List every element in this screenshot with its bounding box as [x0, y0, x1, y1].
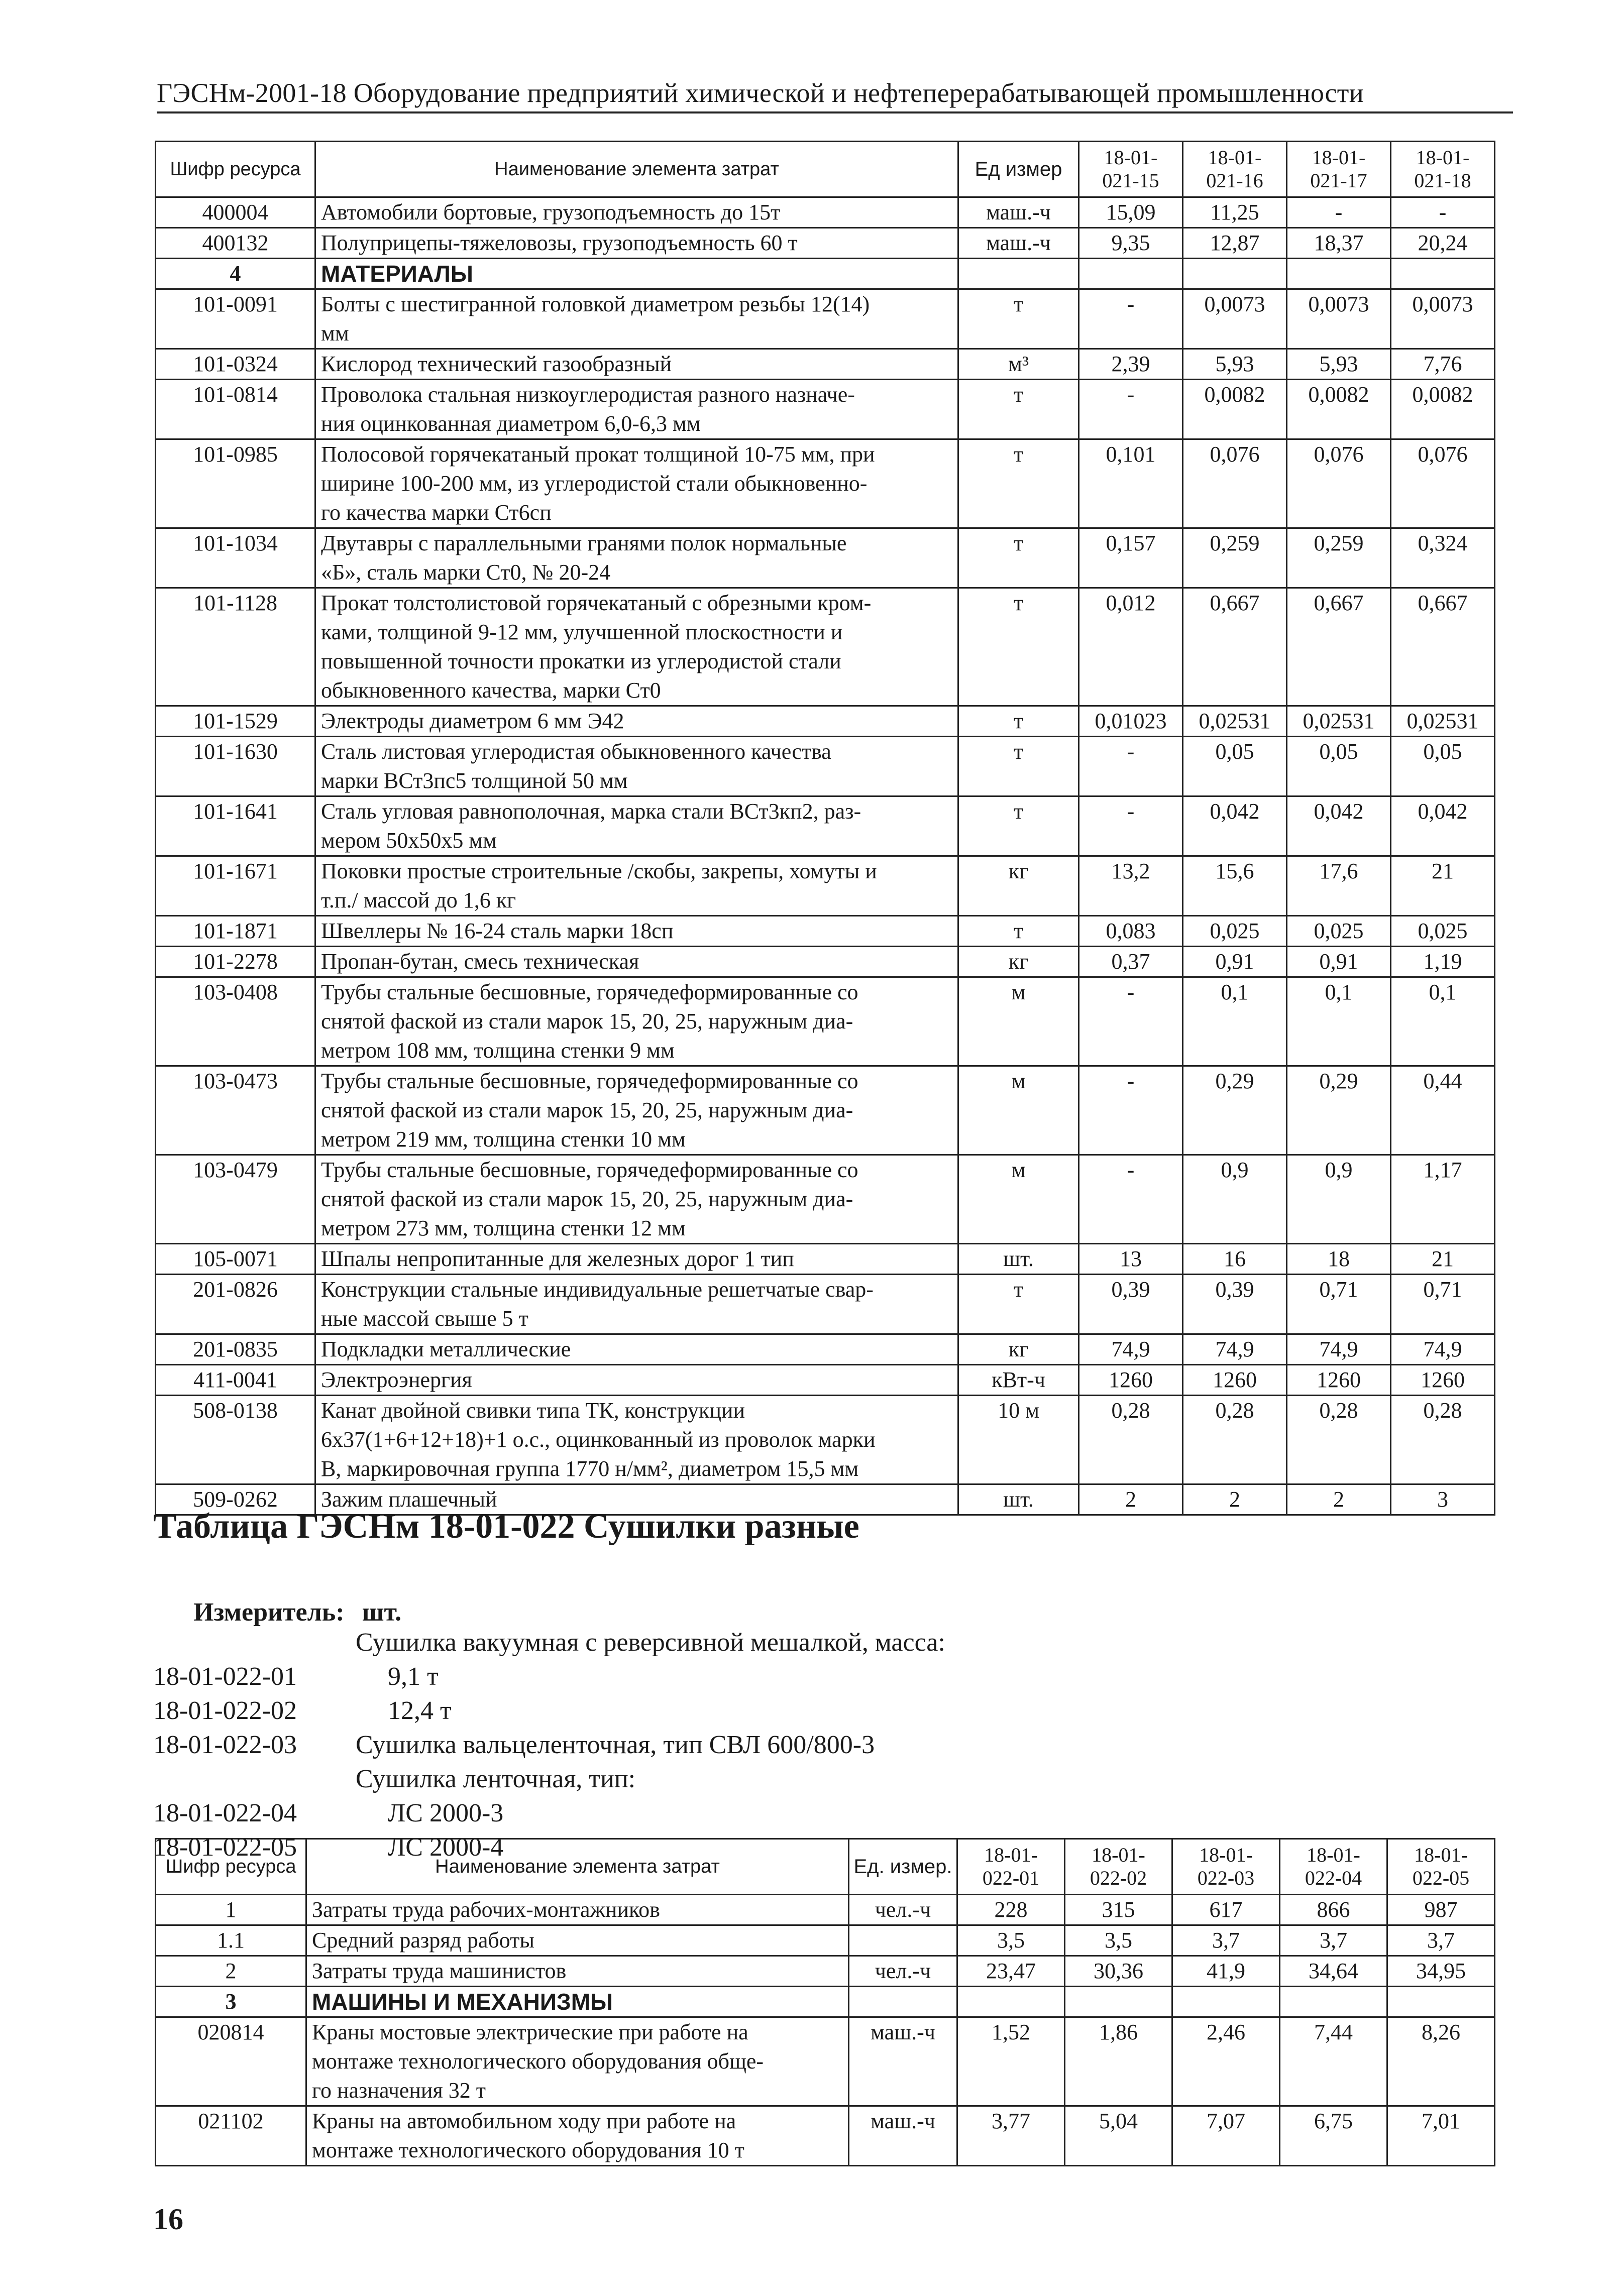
- resource-name: Двутавры с параллельными гранями полок нормальные «Б», сталь марки Ст0, № 20-24: [315, 528, 958, 588]
- table-row: [156, 796, 1495, 856]
- item-description: Сушилка вакуумная с реверсивной мешалкой, масса:: [356, 1628, 945, 1657]
- table-row: [156, 528, 1495, 588]
- resource-value-2: 0,39: [1183, 1275, 1287, 1334]
- resource-value-4: 1,17: [1391, 1155, 1495, 1244]
- meter-line: [193, 1596, 401, 1629]
- resource-name: Канат двойной свивки типа ТК, конструкции 6х37(1+6+12+18)+1 о.с., оцинкованный из проволок марки В, маркировочная группа 1770 н/мм², диаметром 15,5 мм: [315, 1396, 958, 1484]
- resource-value-3: 18: [1287, 1244, 1391, 1275]
- item-description: Сушилка ленточная, тип:: [356, 1765, 636, 1793]
- resource-value-3: 0,042: [1287, 796, 1391, 856]
- resource-value-2: 5,93: [1183, 349, 1287, 380]
- resource-value-1: 13,2: [1079, 856, 1183, 916]
- resource-value-3: 41,9: [1172, 1956, 1280, 1987]
- resource-unit: маш.-ч: [958, 228, 1079, 259]
- resource-value-2: 0,91: [1183, 947, 1287, 977]
- resource-value-1: 228: [957, 1895, 1065, 1925]
- resource-name: Болты с шестигранной головкой диаметром резьбы 12(14) мм: [315, 289, 958, 349]
- resource-name: Электроды диаметром 6 мм Э42: [315, 706, 958, 737]
- resource-unit: [958, 259, 1079, 289]
- resource-code: 4: [156, 259, 315, 289]
- resource-value-3: 0,259: [1287, 528, 1391, 588]
- resource-value-4: 0,44: [1391, 1066, 1495, 1155]
- item-code: 18-01-022-02: [153, 1696, 297, 1725]
- item-code: 18-01-022-01: [153, 1662, 297, 1691]
- resource-name: Краны на автомобильном ходу при работе на монтаже технологического оборудования 10 т: [306, 2106, 849, 2166]
- resource-value-4: [1280, 1987, 1387, 2017]
- resource-unit: [849, 1925, 957, 1956]
- resource-value-1: 0,083: [1079, 916, 1183, 947]
- resource-value-1: 0,39: [1079, 1275, 1183, 1334]
- resource-value-4: 0,71: [1391, 1275, 1495, 1334]
- resource-code: 101-1641: [156, 796, 315, 856]
- table-row: [156, 1925, 1495, 1956]
- table-header-row: [156, 142, 1495, 197]
- column-header-022-01: 18-01- 022-01: [957, 1839, 1065, 1895]
- table-row: [156, 588, 1495, 706]
- resource-value-4: 21: [1391, 1244, 1495, 1275]
- resource-value-3: 2,46: [1172, 2017, 1280, 2106]
- column-header-021-17: 18-01- 021-17: [1287, 142, 1391, 197]
- resource-name: Краны мостовые электрические при работе на монтаже технологического оборудования обще- го назначения 32 т: [306, 2017, 849, 2106]
- column-header-021-15: 18-01- 021-15: [1079, 142, 1183, 197]
- resource-value-2: 0,042: [1183, 796, 1287, 856]
- item-description: 9,1 т: [388, 1662, 439, 1691]
- resource-name: Трубы стальные бесшовные, горячедеформированные со снятой фаской из стали марок 15, 20, 25, наружным диа- метром 219 мм, толщина стенки 10 мм: [315, 1066, 958, 1155]
- resource-unit: чел.-ч: [849, 1956, 957, 1987]
- resource-name: Затраты труда рабочих-монтажников: [306, 1895, 849, 1925]
- resource-value-2: 0,025: [1183, 916, 1287, 947]
- resource-value-1: 2,39: [1079, 349, 1183, 380]
- resource-value-2: 1260: [1183, 1365, 1287, 1396]
- resource-value-3: -: [1287, 197, 1391, 228]
- resource-value-1: 13: [1079, 1244, 1183, 1275]
- resource-unit: т: [958, 737, 1079, 796]
- resource-code: 509-0262: [156, 1484, 315, 1515]
- resource-value-5: 8,26: [1387, 2017, 1495, 2106]
- resource-code: 101-1671: [156, 856, 315, 916]
- resource-code: 101-0985: [156, 439, 315, 528]
- table-header-row: [156, 1839, 1495, 1895]
- resource-unit: т: [958, 439, 1079, 528]
- table-row: [156, 1275, 1495, 1334]
- resource-name: Шпалы непропитанные для железных дорог 1 тип: [315, 1244, 958, 1275]
- resource-value-2: [1065, 1987, 1172, 2017]
- resource-value-4: 6,75: [1280, 2106, 1387, 2166]
- resource-code: 400132: [156, 228, 315, 259]
- resource-value-1: -: [1079, 1066, 1183, 1155]
- column-header-code: Шифр ресурса: [156, 142, 315, 197]
- section-row: [156, 259, 1495, 289]
- resource-name: Сталь листовая углеродистая обыкновенного качества марки ВСт3пс5 толщиной 50 мм: [315, 737, 958, 796]
- resource-name: Кислород технический газообразный: [315, 349, 958, 380]
- section-row: [156, 1987, 1495, 2017]
- column-header-unit: Ед. измер.: [849, 1839, 957, 1895]
- header-rule: [157, 111, 1513, 113]
- resource-value-2: [1183, 259, 1287, 289]
- resource-name: Средний разряд работы: [306, 1925, 849, 1956]
- resource-code: 101-0814: [156, 380, 315, 439]
- resource-unit: т: [958, 916, 1079, 947]
- resource-value-2: 74,9: [1183, 1334, 1287, 1365]
- resource-code: 3: [156, 1987, 306, 2017]
- resource-name: Полуприцепы-тяжеловозы, грузоподъемность 60 т: [315, 228, 958, 259]
- resource-unit: т: [958, 528, 1079, 588]
- resource-value-1: 0,28: [1079, 1396, 1183, 1484]
- table-row: [156, 439, 1495, 528]
- resource-unit: т: [958, 706, 1079, 737]
- page-number: 16: [153, 2203, 183, 2236]
- resource-unit: чел.-ч: [849, 1895, 957, 1925]
- resource-value-1: 3,5: [957, 1925, 1065, 1956]
- resource-value-3: 0,076: [1287, 439, 1391, 528]
- running-header: ГЭСНм-2001-18 Оборудование предприятий химической и нефтеперерабатывающей промышленности: [157, 78, 1364, 108]
- resource-value-2: 2: [1183, 1484, 1287, 1515]
- resource-name: Швеллеры № 16-24 сталь марки 18сп: [315, 916, 958, 947]
- resource-code: 400004: [156, 197, 315, 228]
- table-row: [156, 916, 1495, 947]
- resource-value-2: 0,9: [1183, 1155, 1287, 1244]
- resource-name: Трубы стальные бесшовные, горячедеформированные со снятой фаской из стали марок 15, 20, 25, наружным диа- метром 273 мм, толщина стенки 12 мм: [315, 1155, 958, 1244]
- resource-value-1: 74,9: [1079, 1334, 1183, 1365]
- resource-value-4: 7,76: [1391, 349, 1495, 380]
- resource-value-3: 7,07: [1172, 2106, 1280, 2166]
- resource-name: Прокат толстолистовой горячекатаный с обрезными кром- ками, толщиной 9-12 мм, улучшенной плоскостности и повышенной точности прокатки из углеродистой стали обыкновенного качества, марки Ст0: [315, 588, 958, 706]
- resource-value-2: 0,28: [1183, 1396, 1287, 1484]
- resource-value-2: 0,259: [1183, 528, 1287, 588]
- resource-value-3: 74,9: [1287, 1334, 1391, 1365]
- column-header-022-05: 18-01- 022-05: [1387, 1839, 1495, 1895]
- resource-value-4: 0,0073: [1391, 289, 1495, 349]
- resource-unit: маш.-ч: [958, 197, 1079, 228]
- resource-value-2: 1,86: [1065, 2017, 1172, 2106]
- resource-value-3: 617: [1172, 1895, 1280, 1925]
- resource-value-4: 0,28: [1391, 1396, 1495, 1484]
- resource-value-3: 0,29: [1287, 1066, 1391, 1155]
- resource-unit: т: [958, 380, 1079, 439]
- resource-value-2: 0,667: [1183, 588, 1287, 706]
- resource-value-2: 11,25: [1183, 197, 1287, 228]
- resource-code: 105-0071: [156, 1244, 315, 1275]
- resource-value-3: [1287, 259, 1391, 289]
- column-header-022-04: 18-01- 022-04: [1280, 1839, 1387, 1895]
- table-row: [156, 856, 1495, 916]
- resource-value-2: 0,1: [1183, 977, 1287, 1066]
- resource-value-2: 5,04: [1065, 2106, 1172, 2166]
- resource-value-2: 30,36: [1065, 1956, 1172, 1987]
- resource-value-4: 20,24: [1391, 228, 1495, 259]
- table-row: [156, 737, 1495, 796]
- resource-unit: м: [958, 1155, 1079, 1244]
- resource-value-4: 0,05: [1391, 737, 1495, 796]
- resource-value-1: 3,77: [957, 2106, 1065, 2166]
- table-row: [156, 228, 1495, 259]
- resource-value-1: [1079, 259, 1183, 289]
- resource-code: 020814: [156, 2017, 306, 2106]
- resource-value-1: 0,012: [1079, 588, 1183, 706]
- resource-value-2: 0,05: [1183, 737, 1287, 796]
- resource-code: 103-0408: [156, 977, 315, 1066]
- resource-code: 1.1: [156, 1925, 306, 1956]
- table-row: [156, 1066, 1495, 1155]
- resource-value-1: 23,47: [957, 1956, 1065, 1987]
- column-header-name: Наименование элемента затрат: [306, 1839, 849, 1895]
- resource-unit: т: [958, 289, 1079, 349]
- column-header-021-18: 18-01- 021-18: [1391, 142, 1495, 197]
- resource-value-3: 0,05: [1287, 737, 1391, 796]
- resource-value-1: 1260: [1079, 1365, 1183, 1396]
- resource-unit: маш.-ч: [849, 2017, 957, 2106]
- table-row: [156, 1244, 1495, 1275]
- resource-unit: кг: [958, 856, 1079, 916]
- resource-value-1: 2: [1079, 1484, 1183, 1515]
- table-row: [156, 2106, 1495, 2166]
- resource-value-1: [957, 1987, 1065, 2017]
- resource-value-4: 0,667: [1391, 588, 1495, 706]
- resource-name: Пропан-бутан, смесь техническая: [315, 947, 958, 977]
- resource-value-3: 0,0082: [1287, 380, 1391, 439]
- resource-value-3: 0,71: [1287, 1275, 1391, 1334]
- resource-value-2: 0,02531: [1183, 706, 1287, 737]
- resource-code: 101-0324: [156, 349, 315, 380]
- column-header-code: Шифр ресурса: [156, 1839, 306, 1895]
- resource-value-5: 34,95: [1387, 1956, 1495, 1987]
- item-description: ЛС 2000-4: [388, 1833, 504, 1862]
- resource-unit: [849, 1987, 957, 2017]
- resource-code: 411-0041: [156, 1365, 315, 1396]
- resource-value-5: 7,01: [1387, 2106, 1495, 2166]
- table-row: [156, 2017, 1495, 2106]
- resource-value-1: 1,52: [957, 2017, 1065, 2106]
- meter-value: шт.: [362, 1598, 402, 1627]
- resource-value-4: 74,9: [1391, 1334, 1495, 1365]
- table-row: [156, 380, 1495, 439]
- resource-code: 101-1034: [156, 528, 315, 588]
- resource-value-3: 17,6: [1287, 856, 1391, 916]
- table-row: [156, 289, 1495, 349]
- resource-name: МАШИНЫ И МЕХАНИЗМЫ: [306, 1987, 849, 2017]
- table-title: Таблица ГЭСНм 18-01-022 Сушилки разные: [153, 1507, 859, 1546]
- table-row: [156, 1155, 1495, 1244]
- resource-value-1: 0,101: [1079, 439, 1183, 528]
- item-code: 18-01-022-03: [153, 1731, 297, 1759]
- resource-name: Подкладки металлические: [315, 1334, 958, 1365]
- resource-unit: т: [958, 588, 1079, 706]
- resource-value-4: 0,0082: [1391, 380, 1495, 439]
- resource-name: Автомобили бортовые, грузоподъемность до 15т: [315, 197, 958, 228]
- resource-code: 101-1529: [156, 706, 315, 737]
- resource-value-4: 3,7: [1280, 1925, 1387, 1956]
- resource-name: Затраты труда машинистов: [306, 1956, 849, 1987]
- resource-value-2: 0,076: [1183, 439, 1287, 528]
- resource-value-4: 0,1: [1391, 977, 1495, 1066]
- resource-unit: 10 м: [958, 1396, 1079, 1484]
- column-header-021-16: 18-01- 021-16: [1183, 142, 1287, 197]
- column-header-unit: Ед измер: [958, 142, 1079, 197]
- resource-name: Трубы стальные бесшовные, горячедеформированные со снятой фаской из стали марок 15, 20, 25, наружным диа- метром 108 мм, толщина стенки 9 мм: [315, 977, 958, 1066]
- table-row: [156, 197, 1495, 228]
- table-row: [156, 706, 1495, 737]
- resource-code: 201-0835: [156, 1334, 315, 1365]
- resource-unit: м: [958, 1066, 1079, 1155]
- resource-value-4: 0,042: [1391, 796, 1495, 856]
- item-code: 18-01-022-04: [153, 1799, 297, 1827]
- resource-value-3: 0,1: [1287, 977, 1391, 1066]
- resource-value-2: 16: [1183, 1244, 1287, 1275]
- resource-code: 021102: [156, 2106, 306, 2166]
- resource-value-1: -: [1079, 380, 1183, 439]
- resource-code: 101-0091: [156, 289, 315, 349]
- resource-value-4: 866: [1280, 1895, 1387, 1925]
- resource-value-3: [1172, 1987, 1280, 2017]
- resource-code: 1: [156, 1895, 306, 1925]
- item-description: 12,4 т: [388, 1696, 452, 1725]
- resource-value-1: 9,35: [1079, 228, 1183, 259]
- item-code: 18-01-022-05: [153, 1833, 297, 1862]
- resource-unit: т: [958, 1275, 1079, 1334]
- column-header-022-02: 18-01- 022-02: [1065, 1839, 1172, 1895]
- resource-table-021: [155, 141, 1495, 1516]
- resource-name: МАТЕРИАЛЫ: [315, 259, 958, 289]
- resource-value-5: [1387, 1987, 1495, 2017]
- resource-code: 101-2278: [156, 947, 315, 977]
- resource-code: 2: [156, 1956, 306, 1987]
- resource-code: 201-0826: [156, 1275, 315, 1334]
- table-row: [156, 1334, 1495, 1365]
- resource-value-1: -: [1079, 977, 1183, 1066]
- resource-value-1: -: [1079, 796, 1183, 856]
- resource-value-4: [1391, 259, 1495, 289]
- resource-value-2: 12,87: [1183, 228, 1287, 259]
- resource-value-1: -: [1079, 1155, 1183, 1244]
- resource-value-4: 0,02531: [1391, 706, 1495, 737]
- resource-value-5: 987: [1387, 1895, 1495, 1925]
- resource-value-1: -: [1079, 737, 1183, 796]
- resource-value-4: 1260: [1391, 1365, 1495, 1396]
- resource-code: 508-0138: [156, 1396, 315, 1484]
- resource-value-1: -: [1079, 289, 1183, 349]
- resource-value-3: 18,37: [1287, 228, 1391, 259]
- resource-value-3: 5,93: [1287, 349, 1391, 380]
- resource-value-2: 0,0082: [1183, 380, 1287, 439]
- resource-value-2: 0,29: [1183, 1066, 1287, 1155]
- resource-code: 101-1128: [156, 588, 315, 706]
- resource-value-4: 3: [1391, 1484, 1495, 1515]
- resource-unit: м: [958, 977, 1079, 1066]
- resource-value-2: 3,5: [1065, 1925, 1172, 1956]
- table-row: [156, 947, 1495, 977]
- resource-value-2: 0,0073: [1183, 289, 1287, 349]
- resource-value-3: 0,9: [1287, 1155, 1391, 1244]
- resource-value-2: 15,6: [1183, 856, 1287, 916]
- resource-unit: маш.-ч: [849, 2106, 957, 2166]
- resource-value-3: 0,28: [1287, 1396, 1391, 1484]
- resource-value-4: 21: [1391, 856, 1495, 916]
- resource-value-4: 1,19: [1391, 947, 1495, 977]
- resource-name: Сталь угловая равнополочная, марка стали ВСт3кп2, раз- мером 50х50х5 мм: [315, 796, 958, 856]
- resource-value-1: 0,37: [1079, 947, 1183, 977]
- resource-code: 103-0473: [156, 1066, 315, 1155]
- resource-unit: шт.: [958, 1484, 1079, 1515]
- table-row: [156, 1396, 1495, 1484]
- item-description: Сушилка вальцеленточная, тип СВЛ 600/800-3: [356, 1731, 875, 1759]
- item-description: ЛС 2000-3: [388, 1799, 504, 1827]
- resource-value-4: 7,44: [1280, 2017, 1387, 2106]
- resource-value-3: 2: [1287, 1484, 1391, 1515]
- table-row: [156, 977, 1495, 1066]
- resource-unit: кг: [958, 1334, 1079, 1365]
- resource-name: Конструкции стальные индивидуальные решетчатые свар- ные массой свыше 5 т: [315, 1275, 958, 1334]
- resource-code: 101-1871: [156, 916, 315, 947]
- resource-value-4: 34,64: [1280, 1956, 1387, 1987]
- column-header-022-03: 18-01- 022-03: [1172, 1839, 1280, 1895]
- resource-unit: кг: [958, 947, 1079, 977]
- resource-value-4: -: [1391, 197, 1495, 228]
- resource-code: 103-0479: [156, 1155, 315, 1244]
- resource-name: Полосовой горячекатаный прокат толщиной 10-75 мм, при ширине 100-200 мм, из углеродистой стали обыкновенно- го качества марки Ст6сп: [315, 439, 958, 528]
- resource-value-3: 0,025: [1287, 916, 1391, 947]
- table-row: [156, 1365, 1495, 1396]
- resource-unit: шт.: [958, 1244, 1079, 1275]
- table-row: [156, 1956, 1495, 1987]
- resource-code: 101-1630: [156, 737, 315, 796]
- table-row: [156, 349, 1495, 380]
- resource-unit: кВт-ч: [958, 1365, 1079, 1396]
- resource-value-3: 0,667: [1287, 588, 1391, 706]
- resource-value-3: 0,91: [1287, 947, 1391, 977]
- resource-unit: т: [958, 796, 1079, 856]
- meter-label: Измеритель:: [193, 1598, 345, 1627]
- resource-value-3: 0,02531: [1287, 706, 1391, 737]
- resource-table-022: [155, 1838, 1495, 2166]
- resource-name: Зажим плашечный: [315, 1484, 958, 1515]
- resource-value-2: 315: [1065, 1895, 1172, 1925]
- resource-value-1: 0,157: [1079, 528, 1183, 588]
- resource-unit: м³: [958, 349, 1079, 380]
- resource-name: Электроэнергия: [315, 1365, 958, 1396]
- resource-value-4: 0,324: [1391, 528, 1495, 588]
- column-header-name: Наименование элемента затрат: [315, 142, 958, 197]
- resource-value-4: 0,025: [1391, 916, 1495, 947]
- resource-name: Проволока стальная низкоуглеродистая разного назначе- ния оцинкованная диаметром 6,0-6,3 мм: [315, 380, 958, 439]
- resource-value-3: 1260: [1287, 1365, 1391, 1396]
- resource-name: Поковки простые строительные /скобы, закрепы, хомуты и т.п./ массой до 1,6 кг: [315, 856, 958, 916]
- resource-value-1: 15,09: [1079, 197, 1183, 228]
- resource-value-1: 0,01023: [1079, 706, 1183, 737]
- resource-value-4: 0,076: [1391, 439, 1495, 528]
- resource-value-3: 0,0073: [1287, 289, 1391, 349]
- resource-value-3: 3,7: [1172, 1925, 1280, 1956]
- table-row: [156, 1895, 1495, 1925]
- resource-value-5: 3,7: [1387, 1925, 1495, 1956]
